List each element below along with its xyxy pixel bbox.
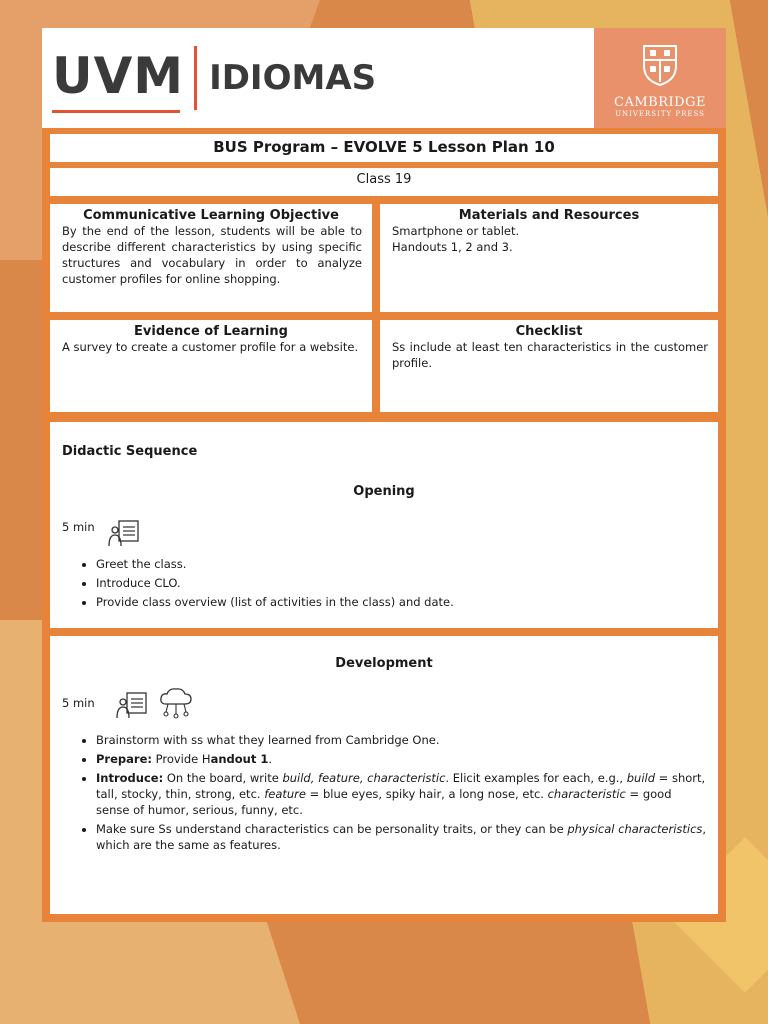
brand-left: UVM — [52, 47, 185, 105]
clo-heading: Communicative Learning Objective — [83, 208, 339, 223]
partner-name: CAMBRIDGE — [614, 95, 706, 110]
clo-text: By the end of the lesson, students will be able to describe different characteristics by using specific structures and vocabulary in order to analyze customer profiles for online shopping. — [62, 224, 362, 286]
evidence-heading: Evidence of Learning — [134, 324, 288, 339]
materials-line-2: Handouts 1, 2 and 3. — [392, 240, 513, 254]
partner-sub: UNIVERSITY PRESS — [615, 110, 705, 119]
materials-heading: Materials and Resources — [458, 208, 640, 223]
materials-line-1: Smartphone or tablet. — [392, 224, 520, 238]
opening-cell — [50, 422, 718, 628]
lesson-plan-table — [42, 128, 726, 922]
materials-cell — [380, 204, 718, 312]
checklist-cell — [380, 320, 718, 412]
cambridge-logo — [594, 28, 726, 128]
checklist-text: Ss include at least ten characteristics in the customer profile. — [392, 340, 708, 370]
development-item-3: • Introduce: On the board, write build, feature, characteristic. Elicit examples for each, e.g., build = short, tall, stocky, thin, strong, etc. feature = blue eyes, spiky hair, a long nose, etc. characteristic = good sense of humor, serious, funny, etc. — [96, 770, 708, 818]
development-item-2: • Prepare: Provide Handout 1. — [96, 751, 708, 767]
class-label: Class 19 — [356, 172, 412, 187]
header — [42, 28, 726, 128]
class-cell — [50, 168, 718, 196]
opening-time: 5 min — [62, 520, 95, 534]
evidence-cell — [50, 320, 372, 412]
evidence-text: A survey to create a customer profile for a website. — [62, 340, 359, 354]
crest-icon — [642, 44, 678, 86]
opening-item-2: • Introduce CLO. — [96, 575, 716, 591]
uvm-idiomas-logo — [52, 36, 376, 120]
clo-cell — [50, 204, 372, 312]
checklist-heading: Checklist — [515, 324, 583, 339]
development-cell — [50, 636, 718, 914]
development-item-1: • Brainstorm with ss what they learned from Cambridge One. — [96, 732, 708, 748]
brand-right: IDIOMAS — [209, 58, 377, 98]
brainstorm-cloud-icon — [158, 686, 194, 720]
development-heading: Development — [335, 656, 433, 671]
development-item-4: • Make sure Ss understand characteristics can be personality traits, or they can be physical characteristics, which are the same as features. — [96, 821, 708, 853]
opening-item-1: • Greet the class. — [96, 556, 716, 572]
page-title: BUS Program – EVOLVE 5 Lesson Plan 10 — [213, 138, 555, 156]
didactic-heading: Didactic Sequence — [62, 444, 198, 459]
development-time: 5 min — [62, 696, 95, 710]
opening-heading: Opening — [353, 484, 415, 499]
title-cell — [50, 134, 718, 162]
opening-item-3: • Provide class overview (list of activities in the class) and date. — [96, 594, 716, 610]
teacher-board-icon — [116, 690, 148, 720]
teacher-board-icon — [108, 518, 140, 548]
